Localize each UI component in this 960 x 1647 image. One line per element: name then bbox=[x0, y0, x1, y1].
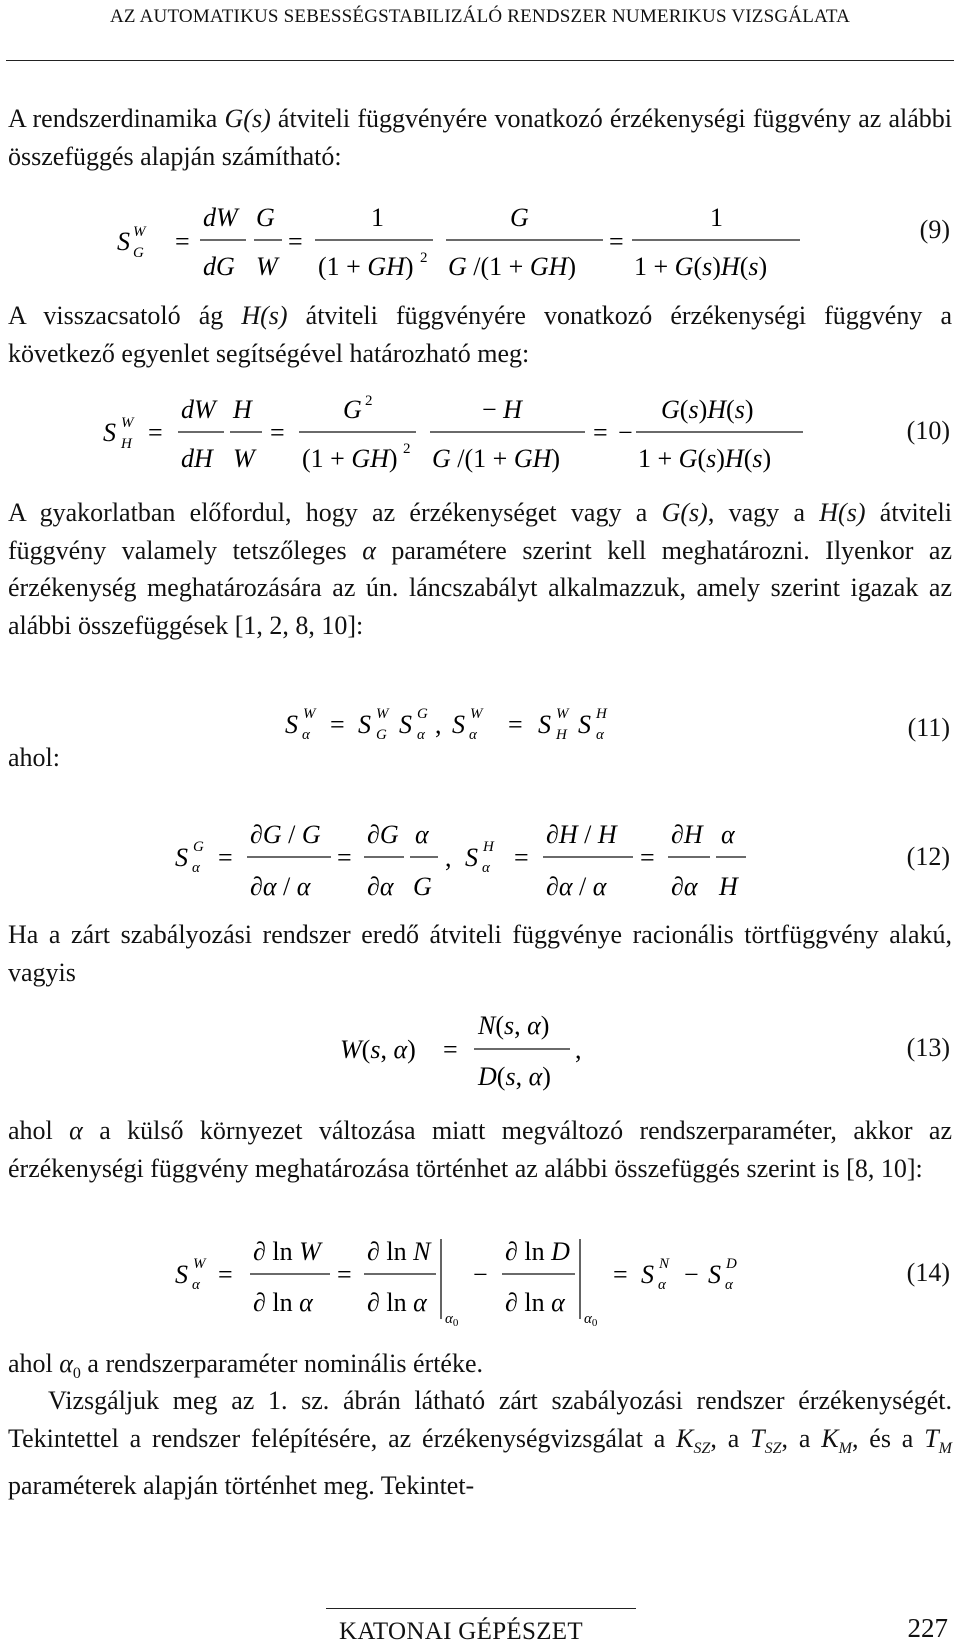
svg-text:∂H: ∂H bbox=[671, 820, 703, 849]
text: , a bbox=[781, 1423, 822, 1453]
svg-text:S: S bbox=[452, 710, 465, 739]
equation-number: (11) bbox=[907, 713, 950, 742]
svg-text:W: W bbox=[376, 706, 389, 722]
svg-text:S: S bbox=[641, 1260, 654, 1289]
text: , és a bbox=[851, 1423, 925, 1453]
svg-text:∂ ln α: ∂ ln α bbox=[367, 1288, 427, 1317]
svg-text:dW: dW bbox=[181, 395, 216, 424]
svg-text:=: = bbox=[218, 843, 233, 872]
symbol-k: K bbox=[676, 1423, 694, 1453]
text: paramétere szerint kell meghatározni. Ilyenkor az érzékenység meghatározására az ún. láncszabályt alkalmazzuk, amely szerint igazak az alábbi összefüggések [1, 2, 8, 10]: bbox=[8, 535, 952, 640]
subscript: 0 bbox=[72, 1365, 81, 1383]
text: átviteli függvényére vonatkozó érzékenységi függvény az alábbi összefüggés alapján számítható: bbox=[8, 104, 952, 171]
equation-10 bbox=[0, 393, 960, 473]
svg-text:α0: $\alpha_0$ bbox=[584, 1311, 598, 1328]
subscript: SZ bbox=[764, 1439, 782, 1457]
text-italic: H(s) bbox=[241, 301, 288, 330]
svg-text:−: − bbox=[684, 1260, 699, 1289]
svg-text:dH: dH bbox=[181, 444, 213, 473]
svg-text:∂ ln N: ∂ ln N bbox=[367, 1237, 431, 1266]
svg-text:W: W bbox=[256, 252, 278, 280]
equation-12 bbox=[0, 815, 960, 905]
header-rule bbox=[6, 60, 954, 61]
equation-number: (14) bbox=[906, 1258, 950, 1287]
svg-text:α: α bbox=[469, 727, 477, 743]
svg-text:=: = bbox=[270, 418, 285, 447]
text: , vagy a bbox=[707, 498, 820, 527]
svg-text:H: H bbox=[121, 436, 132, 452]
svg-text:∂ ln W: ∂ ln W bbox=[253, 1237, 321, 1266]
svg-text:∂G / G: ∂G / G bbox=[250, 820, 321, 849]
svg-text:∂ ln D: ∂ ln D bbox=[505, 1237, 570, 1266]
paragraph-7 bbox=[8, 1382, 952, 1505]
svg-text:=: = bbox=[175, 227, 190, 256]
svg-text:H: H bbox=[483, 839, 494, 855]
text: paraméterek alapján történhet meg. Tekintet- bbox=[8, 1471, 475, 1501]
svg-text:G: G bbox=[133, 245, 144, 261]
svg-text:,: , bbox=[435, 710, 442, 739]
svg-text:G: G bbox=[510, 203, 529, 232]
svg-text:− H: − H bbox=[482, 395, 522, 424]
svg-text:=: = bbox=[443, 1035, 458, 1064]
svg-text:G /(1 + GH): G /(1 + GH) bbox=[432, 444, 561, 473]
paragraph-5 bbox=[8, 1112, 952, 1187]
text: Vizsgáljuk meg az 1. sz. ábrán látható zárt szabályozási rendszer érzékenységét. Tekintettel a rendszer felépítésére, az érzékenységvizsgálat a bbox=[8, 1386, 952, 1453]
svg-text:dW: dW bbox=[203, 203, 238, 232]
equation-14 bbox=[0, 1233, 960, 1328]
svg-text:G: G bbox=[256, 203, 275, 232]
text: A gyakorlatban előfordul, hogy az érzékenységet vagy a bbox=[8, 498, 662, 527]
subscript: M bbox=[838, 1439, 852, 1457]
svg-text:S: S bbox=[465, 843, 478, 872]
svg-text:∂α: ∂α bbox=[367, 872, 394, 901]
svg-text:S: S bbox=[175, 1260, 188, 1289]
text: Ha a zárt szabályozási rendszer eredő átviteli függvénye racionális törtfüggvény alakú, vagyis bbox=[8, 920, 952, 987]
alpha-symbol: α bbox=[362, 535, 376, 565]
svg-text:N: N bbox=[659, 1256, 670, 1272]
svg-text:=: = bbox=[514, 843, 529, 872]
svg-text:α: α bbox=[482, 860, 490, 876]
svg-text:α: α bbox=[415, 820, 429, 849]
svg-text:S: S bbox=[708, 1260, 721, 1289]
svg-text:=: = bbox=[508, 710, 523, 739]
equation-9 bbox=[0, 200, 960, 280]
ahol-label: ahol: bbox=[8, 743, 60, 772]
svg-text:G: G bbox=[376, 727, 387, 743]
svg-text:G /(1 + GH): G /(1 + GH) bbox=[448, 252, 577, 280]
footer-journal-name: KATONAI GÉPÉSZET bbox=[339, 1618, 583, 1645]
footer-rule bbox=[326, 1608, 636, 1609]
svg-text:S: S bbox=[578, 710, 591, 739]
svg-text:H: H bbox=[719, 872, 738, 901]
svg-text:(1 + GH): (1 + GH) bbox=[318, 252, 414, 280]
svg-text:=: = bbox=[337, 1260, 352, 1289]
svg-text:=: = bbox=[613, 1260, 628, 1289]
text: , a bbox=[710, 1423, 751, 1453]
page-number: 227 bbox=[907, 1613, 948, 1643]
svg-text:W: W bbox=[470, 706, 483, 722]
svg-text:G: G bbox=[193, 839, 204, 855]
svg-text:H: H bbox=[233, 395, 252, 424]
svg-text:S: S bbox=[103, 418, 116, 447]
svg-text:2: 2 bbox=[365, 393, 373, 409]
svg-text:∂G: ∂G bbox=[367, 820, 399, 849]
svg-text:∂ ln α: ∂ ln α bbox=[253, 1288, 313, 1317]
svg-text:=: = bbox=[218, 1260, 233, 1289]
svg-text:=: = bbox=[330, 710, 345, 739]
svg-text:2: 2 bbox=[420, 250, 428, 266]
text: a rendszerparaméter nominális értéke. bbox=[80, 1349, 483, 1378]
svg-text:W: W bbox=[121, 415, 134, 431]
equation-number: (13) bbox=[906, 1033, 950, 1062]
text-italic: G(s) bbox=[224, 104, 271, 133]
svg-text:α: α bbox=[417, 727, 425, 743]
equation-number: (10) bbox=[906, 416, 950, 445]
svg-text:∂H / H: ∂H / H bbox=[546, 820, 617, 849]
svg-text:α: α bbox=[192, 860, 200, 876]
svg-text:=: = bbox=[640, 843, 655, 872]
svg-text:α: α bbox=[725, 1277, 733, 1293]
svg-text:W(s, α): W(s, α) bbox=[340, 1035, 416, 1064]
svg-text:D: D bbox=[726, 1256, 737, 1272]
svg-text:1 + G(s)H(s): 1 + G(s)H(s) bbox=[638, 444, 772, 473]
paragraph-4 bbox=[8, 916, 952, 991]
svg-text:S: S bbox=[538, 710, 551, 739]
svg-text:∂ ln α: ∂ ln α bbox=[505, 1288, 565, 1317]
svg-text:S: S bbox=[175, 843, 188, 872]
svg-text:=: = bbox=[288, 227, 303, 256]
svg-text:α: α bbox=[192, 1277, 200, 1293]
equation-number: (9) bbox=[919, 215, 950, 244]
svg-text:W: W bbox=[233, 444, 255, 473]
svg-text:W: W bbox=[303, 706, 316, 722]
paragraph-3 bbox=[8, 494, 952, 644]
text: ahol bbox=[8, 1349, 60, 1378]
equation-number: (12) bbox=[906, 842, 950, 871]
svg-text:2: 2 bbox=[403, 441, 411, 457]
svg-text:=: = bbox=[337, 843, 352, 872]
text: A visszacsatoló ág bbox=[8, 301, 242, 330]
svg-text:S: S bbox=[358, 710, 371, 739]
svg-text:1 + G(s)H(s): 1 + G(s)H(s) bbox=[634, 252, 768, 280]
text: átviteli függvény valamely tetszőleges bbox=[8, 498, 952, 565]
svg-text:1: 1 bbox=[371, 203, 384, 232]
svg-text:dG: dG bbox=[203, 252, 235, 280]
svg-text:G: G bbox=[343, 395, 362, 424]
svg-text:W: W bbox=[133, 224, 146, 240]
svg-text:α: α bbox=[658, 1277, 666, 1293]
svg-text:W: W bbox=[193, 1256, 206, 1272]
svg-text:−: − bbox=[473, 1260, 488, 1289]
svg-text:S: S bbox=[117, 227, 130, 256]
paragraph-2 bbox=[8, 297, 952, 372]
equation-13 bbox=[0, 1005, 960, 1095]
svg-text:S: S bbox=[399, 710, 412, 739]
symbol-t: T bbox=[750, 1423, 765, 1453]
svg-text:∂α: ∂α bbox=[671, 872, 698, 901]
svg-text:D(s, α): D(s, α) bbox=[478, 1062, 551, 1091]
svg-text:H: H bbox=[596, 706, 607, 722]
equation-11 bbox=[0, 695, 960, 755]
subscript: SZ bbox=[693, 1439, 711, 1457]
svg-text:S: S bbox=[285, 710, 298, 739]
svg-text:α: α bbox=[721, 820, 735, 849]
text: A rendszerdinamika bbox=[8, 104, 225, 133]
text-italic: H(s) bbox=[819, 498, 866, 527]
paragraph-1 bbox=[8, 100, 952, 175]
running-header: AZ AUTOMATIKUS SEBESSÉGSTABILIZÁLÓ RENDSZER NUMERIKUS VIZSGÁLATA bbox=[109, 6, 851, 27]
svg-text:(1 + GH): (1 + GH) bbox=[302, 444, 398, 473]
svg-text:G: G bbox=[417, 706, 428, 722]
svg-text:N(s, α): N(s, α) bbox=[478, 1011, 550, 1040]
svg-text:G(s)H(s): G(s)H(s) bbox=[661, 395, 754, 424]
text-italic: G(s) bbox=[661, 498, 708, 527]
svg-text:,: , bbox=[575, 1035, 582, 1064]
svg-text:H: H bbox=[556, 727, 567, 743]
svg-text:∂α / α: ∂α / α bbox=[250, 872, 311, 901]
svg-text:G: G bbox=[413, 872, 432, 901]
svg-text:−: − bbox=[618, 418, 633, 447]
text: ahol bbox=[8, 1116, 70, 1145]
svg-text:α0: $\alpha_0$ bbox=[445, 1311, 459, 1328]
svg-text:∂α / α: ∂α / α bbox=[546, 872, 607, 901]
symbol-t: T bbox=[924, 1423, 939, 1453]
svg-text:,: , bbox=[445, 843, 452, 872]
symbol-k: K bbox=[821, 1423, 839, 1453]
svg-text:1: 1 bbox=[710, 203, 723, 232]
svg-text:α: α bbox=[596, 727, 604, 743]
alpha-symbol: α bbox=[69, 1116, 83, 1145]
alpha-symbol: α bbox=[59, 1349, 73, 1378]
subscript: M bbox=[938, 1439, 952, 1457]
text: a külső környezet változása miatt megváltozó rendszerparaméter, akkor az érzékenységi függvény meghatározása történhet az alábbi összefüggés szerint is [8, 10]: bbox=[8, 1116, 952, 1183]
svg-text:α: α bbox=[302, 727, 310, 743]
svg-text:=: = bbox=[609, 227, 624, 256]
svg-text:W: W bbox=[556, 706, 569, 722]
svg-text:=: = bbox=[593, 418, 608, 447]
svg-text:=: = bbox=[148, 418, 163, 447]
text: átviteli függvényére vonatkozó érzékenységi függvény a következő egyenlet segítségével határozható meg: bbox=[8, 301, 952, 368]
